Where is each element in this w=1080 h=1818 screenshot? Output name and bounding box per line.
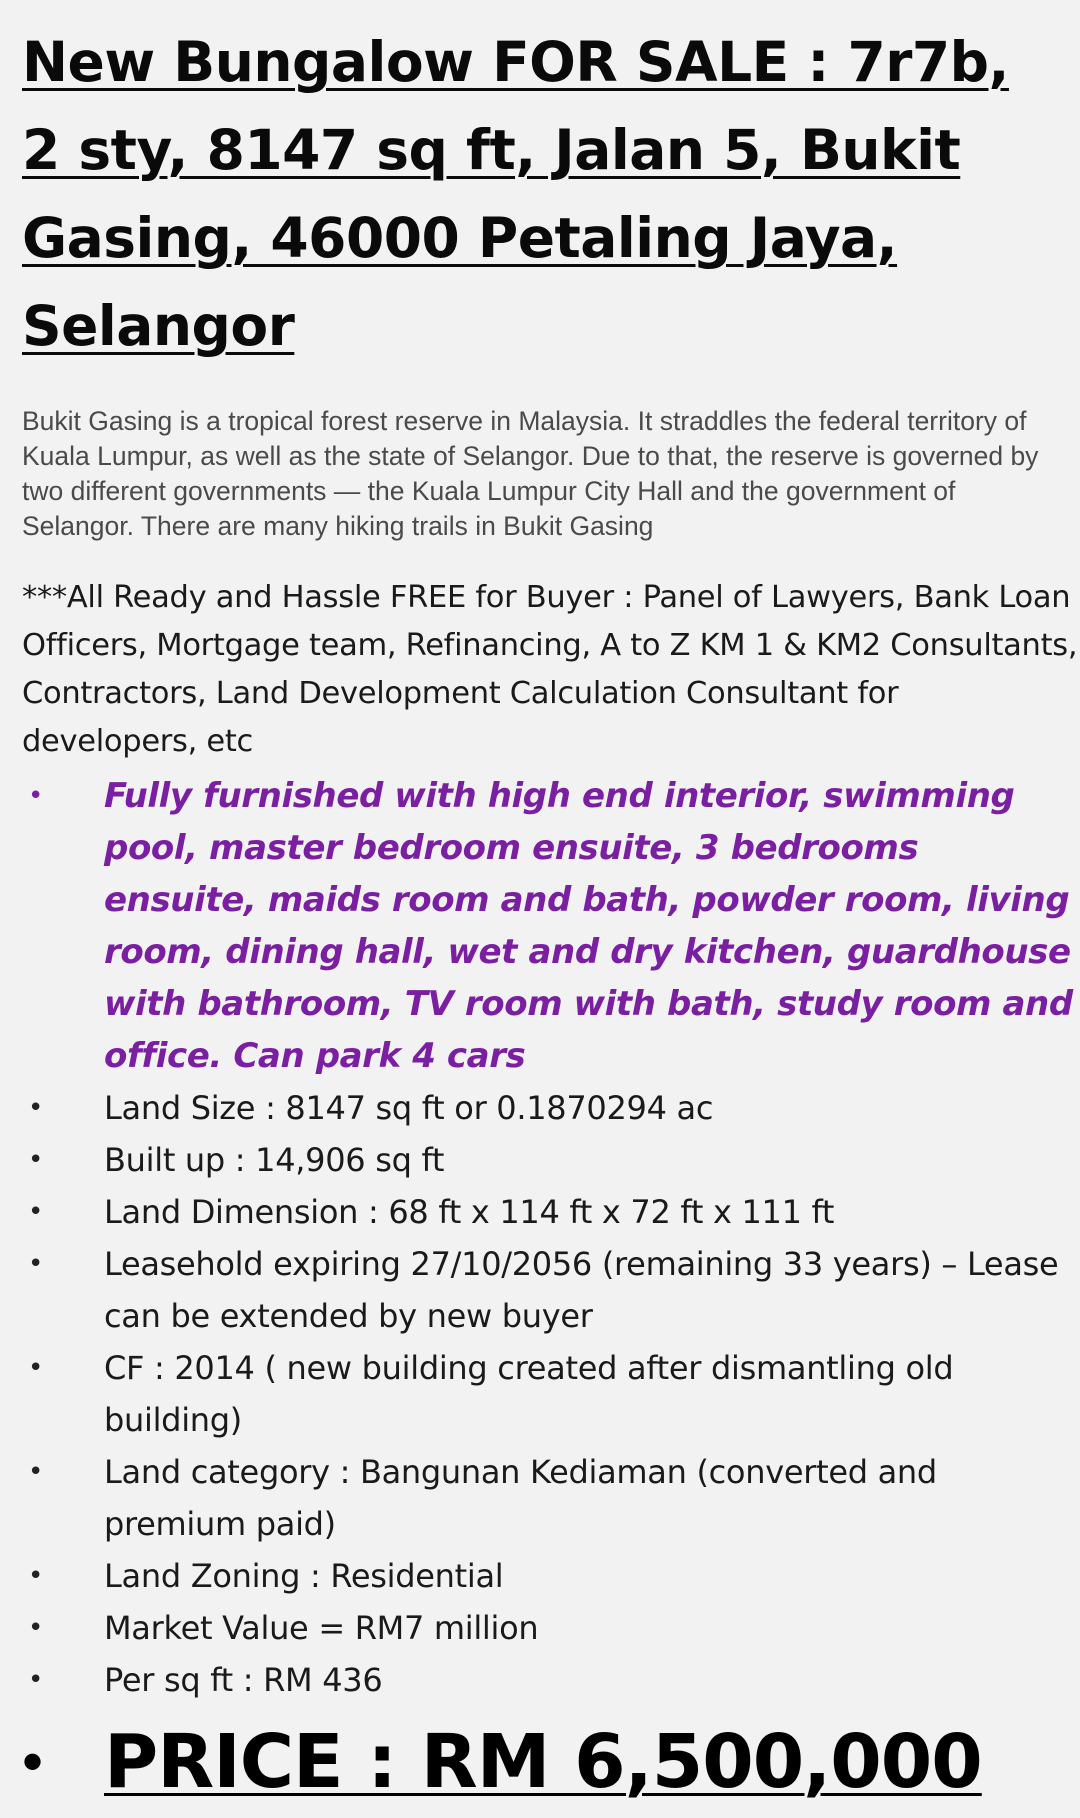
buyer-services: ***All Ready and Hassle FREE for Buyer : Panel of Lawyers, Bank Loan Officers, Mortgage team, Refinancing, A to Z KM 1 & KM2 Consultants, Contractors, Land Development Calculation Consultant for developers, etc [22,580,1078,759]
bullet-icon: • [28,1613,44,1643]
bullet-icon: • [28,1249,44,1279]
feature-text: Market Value = RM7 million [104,1609,539,1647]
feature-text: Built up : 14,906 sq ft [104,1141,445,1179]
listing-title: New Bungalow FOR SALE : 7r7b, 2 sty, 8147 sq ft, Jalan 5, Bukit Gasing, 46000 Petaling Jaya, Selangor [22,30,1009,358]
bullet-icon: • [22,1728,44,1795]
feature-text: CF : 2014 ( new building created after dismantling old building) [104,1349,954,1439]
bullet-icon: • [28,1665,44,1695]
feature-land-dimension [22,1186,1080,1238]
feature-per-sq-ft [22,1654,1080,1706]
feature-cf [22,1342,1080,1446]
bullet-icon: • [28,1145,44,1175]
bullet-icon: • [28,1457,44,1487]
feature-built-up [22,1134,1080,1186]
feature-list [22,770,1080,1706]
bullet-icon: • [28,1093,44,1123]
bullet-icon: • [28,781,43,811]
bullet-icon: • [28,1561,44,1591]
feature-furnishing [22,770,1080,1082]
asking-price: PRICE : RM 6,500,000 [104,1719,982,1805]
feature-text: Land Zoning : Residential [104,1557,504,1595]
feature-market-value [22,1602,1080,1654]
feature-text: Fully furnished with high end interior, swimming pool, master bedroom ensuite, 3 bedrooms ensuite, maids room and bath, powder room, living room, dining hall, wet and dry kitchen, guardhouse with bathroom, TV room with bath, study room and office. Can park 4 cars [104,776,1073,1076]
bullet-icon: • [28,1197,44,1227]
feature-leasehold [22,1238,1080,1342]
bullet-icon: • [28,1353,44,1383]
feature-land-zoning [22,1550,1080,1602]
feature-text: Land Size : 8147 sq ft or 0.1870294 ac [104,1089,714,1127]
feature-land-size [22,1082,1080,1134]
feature-land-category [22,1446,1080,1550]
price-row [22,1714,1080,1810]
feature-text: Land category : Bangunan Kediaman (converted and premium paid) [104,1453,937,1543]
location-intro: Bukit Gasing is a tropical forest reserve in Malaysia. It straddles the federal territory of Kuala Lumpur, as well as the state of Selangor. Due to that, the reserve is governed by two different governments — the Kuala Lumpur City Hall and the government of Selangor. There are many hiking trails in Bukit Gasing [22,406,1039,541]
feature-text: Leasehold expiring 27/10/2056 (remaining 33 years) – Lease can be extended by new buyer [104,1245,1059,1335]
feature-text: Per sq ft : RM 436 [104,1661,383,1699]
feature-text: Land Dimension : 68 ft x 114 ft x 72 ft x 111 ft [104,1193,835,1231]
